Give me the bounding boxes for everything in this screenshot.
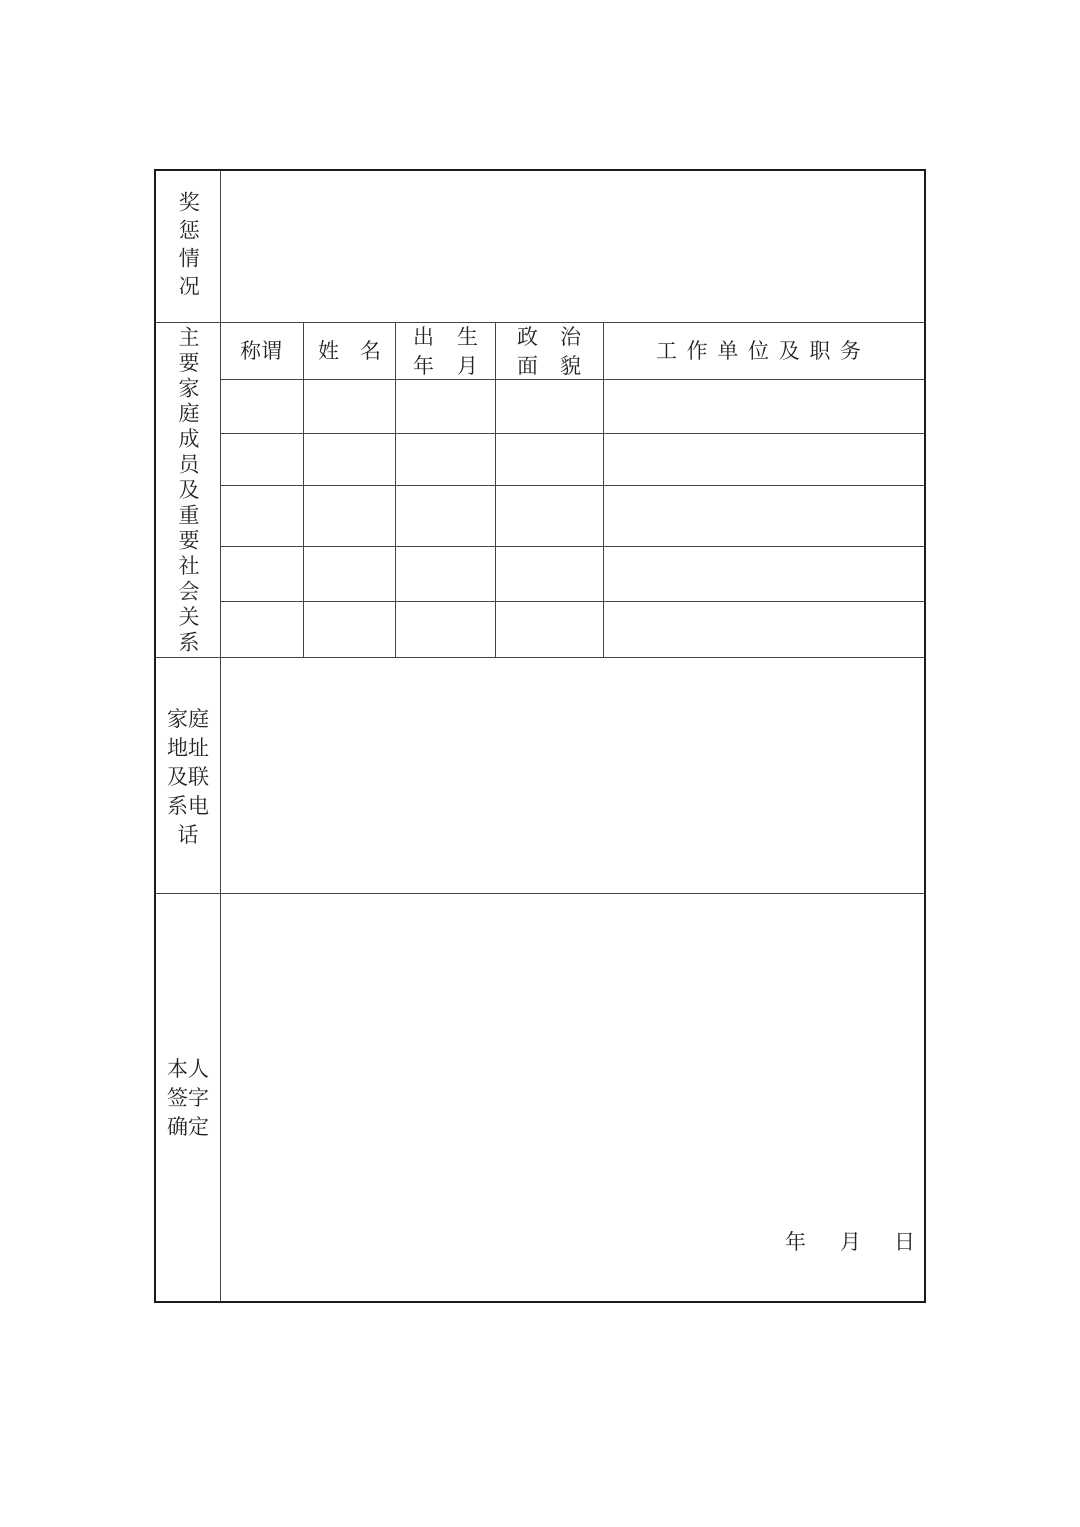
address-label xyxy=(160,705,216,850)
rewards-content[interactable] xyxy=(221,171,924,322)
cell-relation[interactable] xyxy=(221,380,303,433)
cell-political[interactable] xyxy=(496,380,603,433)
rewards-label-text: 奖惩情况 xyxy=(176,191,201,303)
cell-name[interactable] xyxy=(304,486,395,546)
cell-work[interactable] xyxy=(604,380,924,433)
cell-relation[interactable] xyxy=(221,486,303,546)
cell-birth[interactable] xyxy=(396,380,495,433)
cell-work[interactable] xyxy=(604,434,924,485)
cell-birth[interactable] xyxy=(396,602,495,657)
cell-relation[interactable] xyxy=(221,547,303,601)
cell-political[interactable] xyxy=(496,602,603,657)
header-birth-2b: 月 xyxy=(457,354,478,378)
signature-label-line: 签字 xyxy=(167,1086,209,1110)
header-relation: 称谓 xyxy=(240,339,282,363)
header-name-first: 姓 xyxy=(318,339,339,363)
cell-relation[interactable] xyxy=(221,434,303,485)
rewards-label xyxy=(176,191,200,303)
cell-work[interactable] xyxy=(604,547,924,601)
address-content[interactable] xyxy=(221,658,924,893)
date-day: 日 xyxy=(894,1230,915,1254)
address-label-line: 系电 xyxy=(167,794,209,818)
table-row xyxy=(221,486,924,546)
cell-birth[interactable] xyxy=(396,434,495,485)
table-row xyxy=(221,434,924,485)
family-label-text: 主要家庭成员及重要社会关系 xyxy=(176,326,200,657)
date-year: 年 xyxy=(785,1230,806,1254)
signature-label xyxy=(160,1055,216,1142)
cell-birth[interactable] xyxy=(396,547,495,601)
address-label-line: 话 xyxy=(177,823,199,847)
table-row xyxy=(221,547,924,601)
address-label-line: 地址 xyxy=(167,736,209,760)
header-political-1a: 政 xyxy=(517,325,538,349)
cell-name[interactable] xyxy=(304,380,395,433)
cell-name[interactable] xyxy=(304,602,395,657)
row-divider xyxy=(156,322,924,323)
header-birth-2a: 年 xyxy=(413,354,434,378)
cell-political[interactable] xyxy=(496,486,603,546)
header-political-2a: 面 xyxy=(517,354,538,378)
family-label xyxy=(176,326,200,656)
cell-relation[interactable] xyxy=(221,602,303,657)
header-name-second: 名 xyxy=(360,339,381,363)
table-row xyxy=(221,602,924,657)
table-row xyxy=(221,380,924,433)
cell-work[interactable] xyxy=(604,602,924,657)
cell-political[interactable] xyxy=(496,547,603,601)
address-label-line: 家庭 xyxy=(167,707,209,731)
header-work: 工 作 单 位 及 职 务 xyxy=(656,339,863,363)
signature-content[interactable] xyxy=(221,894,924,1301)
cell-birth[interactable] xyxy=(396,486,495,546)
cell-political[interactable] xyxy=(496,434,603,485)
cell-name[interactable] xyxy=(304,434,395,485)
cell-name[interactable] xyxy=(304,547,395,601)
date-month: 月 xyxy=(840,1230,861,1254)
signature-label-line: 本人 xyxy=(167,1057,209,1081)
cell-work[interactable] xyxy=(604,486,924,546)
address-label-line: 及联 xyxy=(167,765,209,789)
header-birth-1a: 出 xyxy=(413,325,434,349)
header-political-2b: 貌 xyxy=(560,354,581,378)
header-birth-1b: 生 xyxy=(457,325,478,349)
header-political-1b: 治 xyxy=(560,325,581,349)
signature-label-line: 确定 xyxy=(167,1115,209,1139)
